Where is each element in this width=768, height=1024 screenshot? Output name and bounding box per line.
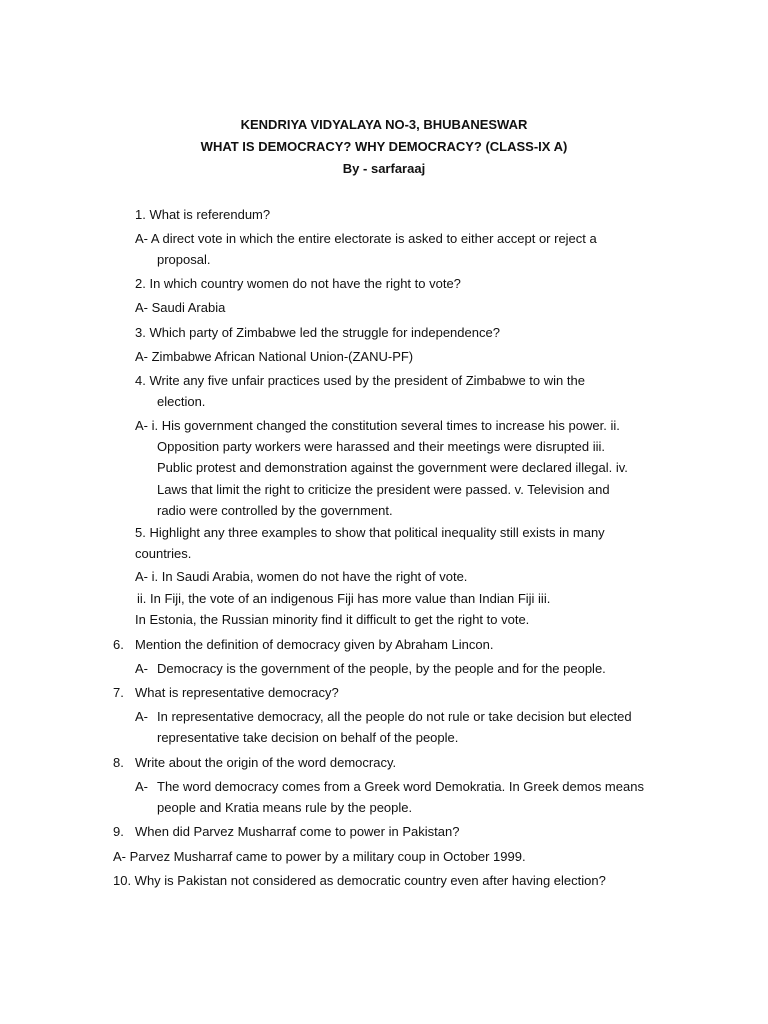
question-7-number: 7. — [113, 685, 124, 700]
author-line: By - sarfaraaj — [342, 161, 426, 176]
answer-1-line-1: A- A direct vote in which the entire electorate is asked to either accept or reject a — [135, 231, 597, 246]
question-9-number: 9. — [113, 824, 124, 839]
answer-6-prefix: A- — [135, 661, 148, 676]
answer-8-line-1: The word democracy comes from a Greek word Demokratia. In Greek demos means — [157, 779, 644, 794]
question-6-number: 6. — [113, 637, 124, 652]
question-10: 10. Why is Pakistan not considered as democratic country even after having election? — [113, 873, 606, 888]
answer-7-line-1: In representative democracy, all the people do not rule or take decision but elected — [157, 709, 632, 724]
answer-7-prefix: A- — [135, 709, 148, 724]
question-8: Write about the origin of the word democracy. — [135, 755, 397, 770]
question-5-line-1: 5. Highlight any three examples to show that political inequality still exists in many — [135, 525, 605, 540]
answer-6: Democracy is the government of the people, by the people and for the people. — [157, 661, 606, 676]
answer-8-line-2: people and Kratia means rule by the people. — [157, 800, 413, 815]
answer-9: A- Parvez Musharraf came to power by a military coup in October 1999. — [113, 849, 526, 864]
topic-title: WHAT IS DEMOCRACY? WHY DEMOCRACY? (CLASS-IX A) — [200, 139, 568, 154]
question-2: 2. In which country women do not have the right to vote? — [135, 276, 461, 291]
question-7: What is representative democracy? — [135, 685, 339, 700]
answer-4-line-3: Public protest and demonstration against the government were declared illegal. iv. — [157, 460, 628, 475]
question-6: Mention the definition of democracy given by Abraham Lincon. — [135, 637, 494, 652]
answer-8-prefix: A- — [135, 779, 148, 794]
question-3: 3. Which party of Zimbabwe led the struggle for independence? — [135, 325, 500, 340]
answer-1-line-2: proposal. — [157, 252, 211, 267]
question-4-line-1: 4. Write any five unfair practices used by the president of Zimbabwe to win the — [135, 373, 585, 388]
school-title: KENDRIYA VIDYALAYA NO-3, BHUBANESWAR — [240, 117, 528, 132]
answer-7-line-2: representative take decision on behalf of the people. — [157, 730, 459, 745]
answer-4-line-5: radio were controlled by the government. — [157, 503, 393, 518]
answer-5-line-3: In Estonia, the Russian minority find it difficult to get the right to vote. — [135, 612, 530, 627]
question-9: When did Parvez Musharraf come to power in Pakistan? — [135, 824, 460, 839]
answer-5-line-1: A- i. In Saudi Arabia, women do not have the right of vote. — [135, 569, 468, 584]
answer-5-line-2: ii. In Fiji, the vote of an indigenous Fiji has more value than Indian Fiji iii. — [137, 591, 551, 606]
question-8-number: 8. — [113, 755, 124, 770]
answer-4-line-4: Laws that limit the right to criticize the president were passed. v. Television and — [157, 482, 610, 497]
answer-3: A- Zimbabwe African National Union-(ZANU-PF) — [135, 349, 414, 364]
question-5-line-2: countries. — [135, 546, 192, 561]
answer-2: A- Saudi Arabia — [135, 300, 226, 315]
question-4-line-2: election. — [157, 394, 206, 409]
answer-4-line-2: Opposition party workers were harassed and their meetings were disrupted iii. — [157, 439, 605, 454]
answer-4-line-1: A- i. His government changed the constitution several times to increase his power. ii. — [135, 418, 620, 433]
question-1: 1. What is referendum? — [135, 207, 271, 222]
